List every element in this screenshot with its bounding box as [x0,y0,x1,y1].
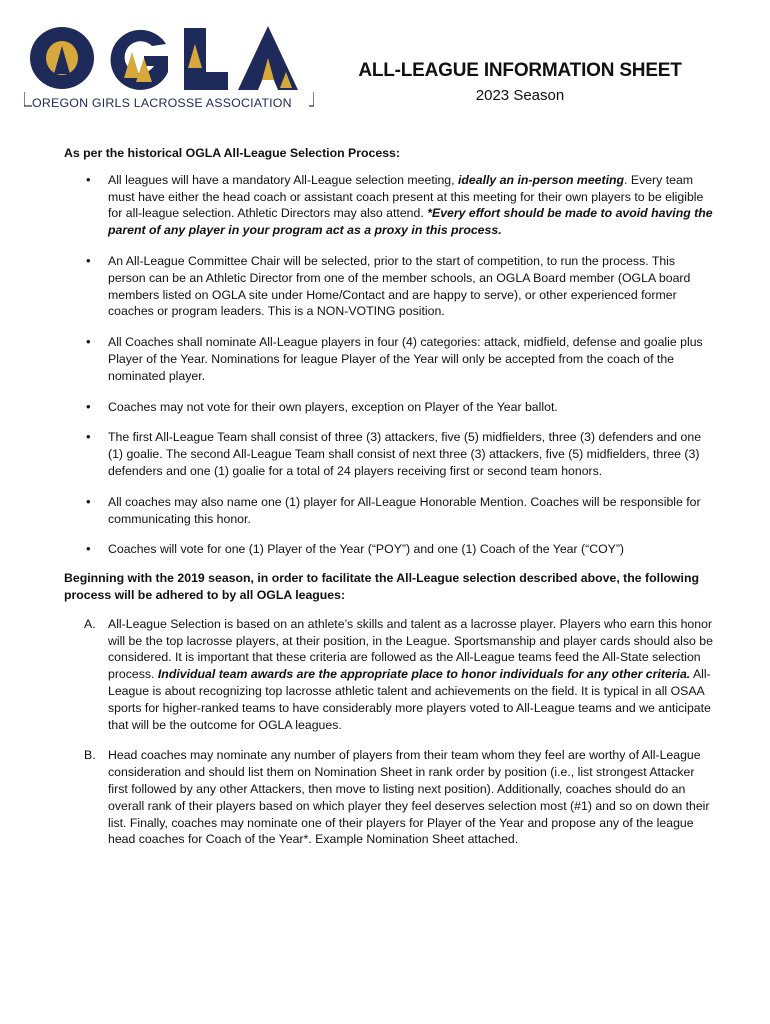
ogla-logo [24,22,314,114]
list-item [64,616,714,734]
step-text: All-League is about recognizing top lacrosse athletic talent and achievements on the field. It is typical in all OSAA sports for higher-ranked teams to have considerably more players voted to All-League teams and we anticipate that will be the outcome for OGLA leagues. [108,667,711,732]
logo-letter-g [111,30,168,90]
process-steps-list [64,616,714,848]
list-item [64,429,714,479]
selection-process-list [64,172,714,558]
step-text: All-League Selection is based on an athlete’s skills and talent as a lacrosse player. Players who earn this honor will be the top lacrosse players, at their position, in the League. Sportsmanship and player cards should also be considered. It is important that these criteria are followed as the All-League teams feed the All-State selection process. [108,616,713,682]
step-text: Head coaches may nominate any number of players from their team whom they feel are worthy of All-League consideration and should list them on Nomination Sheet in rank order by position (i.e., list strongest Attacker first followed by any other Attackers, then move to listing next position). Additionally, coaches should do an overall rank of their players based on which player they feel deserves selection most (#1) and so on down their list. Finally, coaches may nominate one of their players for Player of the Year and propose any of the league head coaches for Coach of the Year*. Example Nomination Sheet attached. [108,748,710,847]
list-item [64,253,714,320]
list-item [64,494,714,528]
logo-letter-l [184,28,228,90]
list-item [64,399,714,416]
step-emphasis: Individual team awards are the appropriate place to honor individuals for any other criteria. [157,667,691,682]
bullet-text: All leagues will have a mandatory All-League selection meeting, [108,172,458,187]
page-subtitle: 2023 Season [475,87,565,104]
list-item [64,334,714,384]
section-heading: Beginning with the 2019 season, in order to facilitate the All-League selection described above, the following process will be adhered to by all OGLA leagues: [64,571,700,602]
intro-heading: As per the historical OGLA All-League Selection Process: [64,146,400,160]
list-item [64,541,714,558]
list-item [64,172,714,239]
bullet-emphasis: *Every effort should be made to avoid having the parent of any player in your program act as a proxy in this process. [108,206,713,238]
step-marker: A. [84,616,96,631]
page-title: ALL-LEAGUE INFORMATION SHEET [358,60,682,81]
logo-letter-o [30,27,94,89]
document-body [64,145,714,862]
step-marker: B. [84,748,96,763]
logo-caption: OREGON GIRLS LACROSSE ASSOCIATION [32,96,292,110]
bullet-text: Coaches will vote for one (1) Player of the Year (“POY”) and one (1) Coach of the Year (“COY”) [108,542,625,557]
bullet-text: Coaches may not vote for their own players, exception on Player of the Year ballot. [108,399,558,414]
list-item [64,747,714,848]
bullet-text: All Coaches shall nominate All-League players in four (4) categories: attack, midfield, defense and goalie plus Player of the Year. Nominations for league Player of the Year will only be accepted from the coach of the nominated player. [108,335,703,383]
bullet-text: . Every team must have either the head coach or assistant coach present at this meeting for their own players to be eligible for all-league selection. Athletic Directors may also attend. [108,172,704,221]
bullet-emphasis: ideally an in-person meeting [457,172,625,187]
bullet-text: An All-League Committee Chair will be selected, prior to the start of competition, to run the process. This person can be an Athletic Director from one of the member schools, an OGLA Board member (OGLA board members listed on OGLA site under Home/Contact and are happy to serve), or other experienced former coaches or program leaders. This is a NON-VOTING position. [108,253,691,319]
logo-letter-a [238,26,298,90]
bullet-text: All coaches may also name one (1) player for All-League Honorable Mention. Coaches will be responsible for communicating this honor. [108,494,701,526]
bullet-text: The first All-League Team shall consist of three (3) attackers, five (5) midfielders, three (3) defenders and one (1) goalie. The second All-League Team shall consist of next three (3) attackers, five (5) midfielders, three (3) defenders and one (1) goalie for a total of 24 players receiving first or second team honors. [108,430,702,478]
